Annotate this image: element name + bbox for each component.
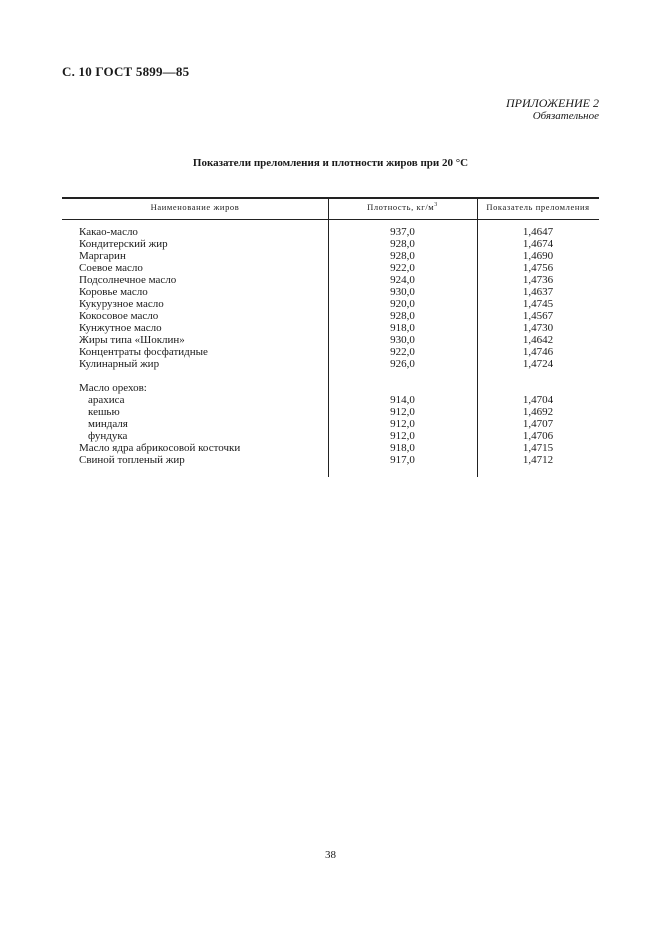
table-row xyxy=(62,334,599,346)
table-row xyxy=(62,430,599,442)
table-row xyxy=(62,442,599,454)
table-row xyxy=(62,322,599,334)
density-cell: 918,0 xyxy=(390,322,415,334)
refraction-cell: 1,4647 xyxy=(522,226,554,238)
table-title: Показатели преломления и плотности жиров при 20 °С xyxy=(192,157,469,169)
refraction-cell: 1,4724 xyxy=(522,358,554,370)
table-row xyxy=(62,358,599,370)
density-cell: 917,0 xyxy=(390,454,415,466)
density-cell: 928,0 xyxy=(390,238,415,250)
table-row xyxy=(62,274,599,286)
appendix-title: ПРИЛОЖЕНИЕ 2 xyxy=(506,96,599,110)
density-cell: 920,0 xyxy=(390,298,415,310)
table-row xyxy=(62,298,599,310)
column-header-refraction: Показатель преломления xyxy=(486,202,590,212)
fat-name-cell: Коровье масло xyxy=(79,286,148,298)
table-row xyxy=(62,454,599,466)
refraction-cell: 1,4637 xyxy=(522,286,554,298)
fat-name-cell: миндаля xyxy=(88,418,128,430)
fat-name-cell: Жиры типа «Шоклин» xyxy=(79,334,185,346)
data-table xyxy=(62,197,599,477)
document-header: С. 10 ГОСТ 5899—85 xyxy=(62,64,190,79)
refraction-cell: 1,4746 xyxy=(522,346,554,358)
fat-name-cell: фундука xyxy=(88,430,128,442)
refraction-cell: 1,4674 xyxy=(522,238,554,250)
nuts-group-label: Масло орехов: xyxy=(79,382,147,394)
fat-name-cell: арахиса xyxy=(88,394,125,406)
density-cell: 926,0 xyxy=(390,358,415,370)
fat-name-cell: Подсолнечное масло xyxy=(79,274,177,286)
refraction-cell: 1,4704 xyxy=(522,394,554,406)
refraction-cell: 1,4730 xyxy=(522,322,554,334)
table-row xyxy=(62,262,599,274)
refraction-cell: 1,4567 xyxy=(522,310,554,322)
fat-name-cell: Свиной топленый жир xyxy=(79,454,185,466)
density-cell: 930,0 xyxy=(390,286,415,298)
density-cell: 937,0 xyxy=(390,226,415,238)
fat-name-cell: Масло ядра абрикосовой косточки xyxy=(79,442,241,454)
table-row xyxy=(62,394,599,406)
fat-name-cell: Кулинарный жир xyxy=(79,358,160,370)
fat-name-cell: Концентраты фосфатидные xyxy=(79,346,208,358)
table-row xyxy=(62,418,599,430)
density-cell: 928,0 xyxy=(390,310,415,322)
refraction-cell: 1,4642 xyxy=(522,334,554,346)
fat-name-cell: Какао-масло xyxy=(79,226,138,238)
density-cell: 912,0 xyxy=(390,430,415,442)
fat-name-cell: Маргарин xyxy=(79,250,126,262)
refraction-cell: 1,4745 xyxy=(522,298,554,310)
table-header-rule xyxy=(62,219,599,220)
table-row xyxy=(62,286,599,298)
fat-name-cell: Кукурузное масло xyxy=(79,298,164,310)
appendix-label xyxy=(506,97,599,123)
density-cell: 922,0 xyxy=(390,262,415,274)
group-label-row xyxy=(62,382,599,394)
fat-name-cell: Соевое масло xyxy=(79,262,143,274)
table-row xyxy=(62,238,599,250)
density-cell: 924,0 xyxy=(390,274,415,286)
appendix-subtitle: Обязательное xyxy=(532,110,599,122)
density-cell: 918,0 xyxy=(390,442,415,454)
column-header-density-superscript: 3 xyxy=(434,202,438,209)
density-cell: 930,0 xyxy=(390,334,415,346)
column-header-density xyxy=(328,202,477,212)
refraction-cell: 1,4756 xyxy=(522,262,554,274)
refraction-cell: 1,4715 xyxy=(522,442,554,454)
refraction-cell: 1,4712 xyxy=(522,454,554,466)
refraction-cell: 1,4690 xyxy=(522,250,554,262)
fat-name-cell: кешью xyxy=(88,406,120,418)
density-cell: 912,0 xyxy=(390,418,415,430)
fat-name-cell: Кокосовое масло xyxy=(79,310,159,322)
table-row xyxy=(62,250,599,262)
column-header-name: Наименование жиров xyxy=(150,202,240,212)
refraction-cell: 1,4736 xyxy=(522,274,554,286)
table-row xyxy=(62,406,599,418)
density-cell: 922,0 xyxy=(390,346,415,358)
fat-name-cell: Кунжутное масло xyxy=(79,322,162,334)
refraction-cell: 1,4706 xyxy=(522,430,554,442)
refraction-cell: 1,4707 xyxy=(522,418,554,430)
column-header-density-text: Плотность, кг/м xyxy=(367,202,435,212)
page-number: 38 xyxy=(325,849,336,861)
refraction-cell: 1,4692 xyxy=(522,406,554,418)
table-row xyxy=(62,346,599,358)
table-top-rule xyxy=(62,197,599,199)
fat-name-cell: Кондитерский жир xyxy=(79,238,168,250)
density-cell: 914,0 xyxy=(390,394,415,406)
table-row xyxy=(62,226,599,238)
density-cell: 912,0 xyxy=(390,406,415,418)
table-row xyxy=(62,310,599,322)
density-cell: 928,0 xyxy=(390,250,415,262)
table-body xyxy=(62,226,599,466)
